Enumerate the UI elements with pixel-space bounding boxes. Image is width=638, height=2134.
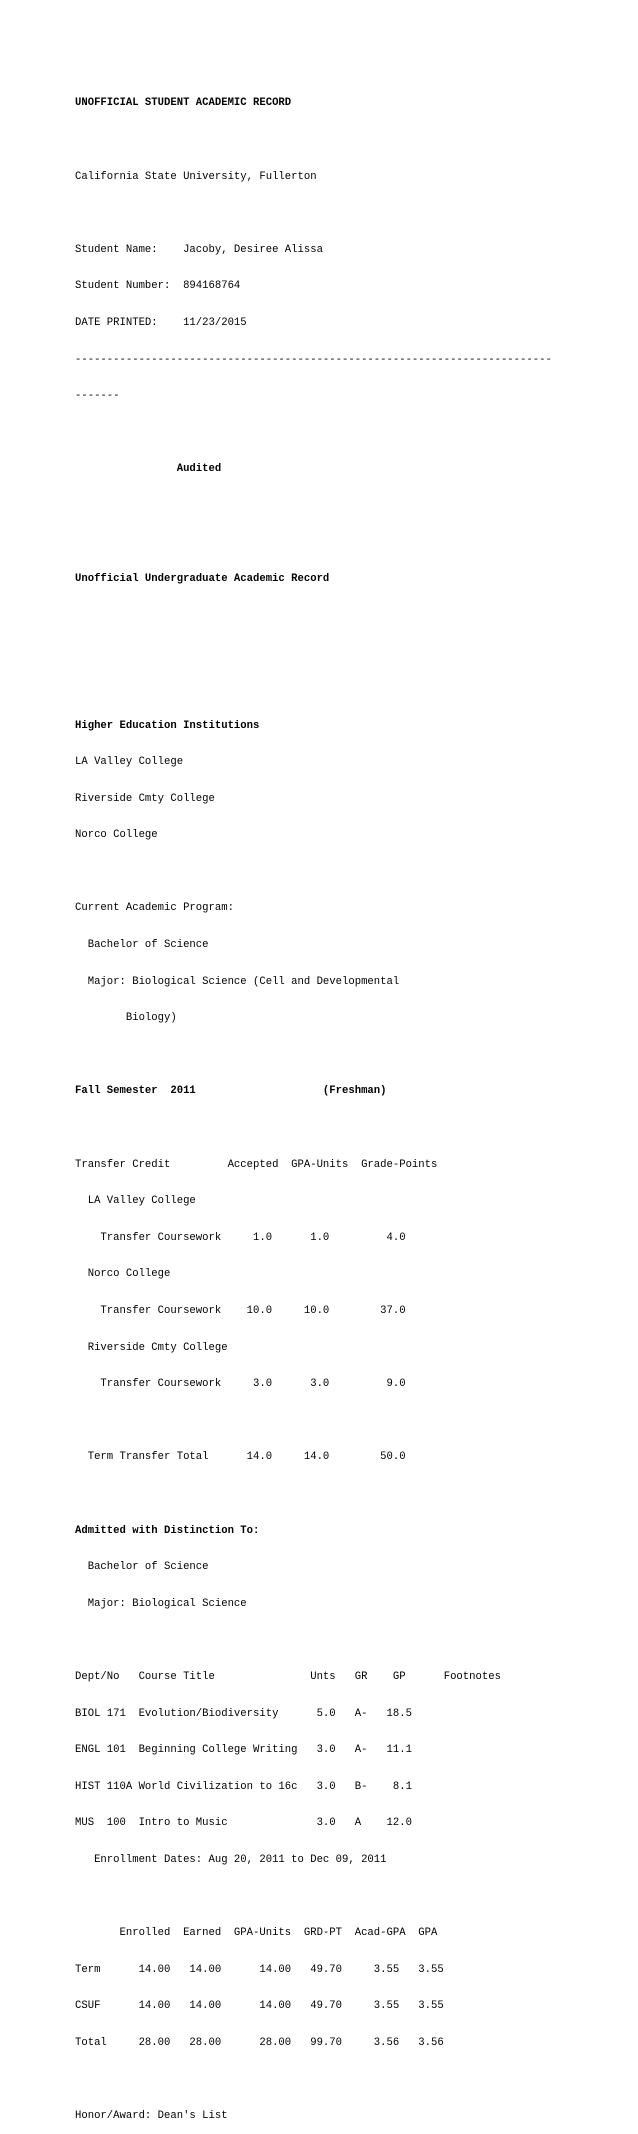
- academic-record-page: [75, 73, 615, 2134]
- transfer-row: Transfer Coursework 1.0 1.0 4.0: [75, 1231, 406, 1244]
- institution-item: Riverside Cmty College: [75, 792, 215, 805]
- institutions-heading: Higher Education Institutions: [75, 719, 260, 732]
- totals-row-term: Term 14.00 14.00 14.00 49.70 3.55 3.55: [75, 1963, 444, 1976]
- course-table-header: Dept/No Course Title Unts GR GP Footnotes: [75, 1670, 501, 1683]
- term-transfer-total: Term Transfer Total 14.0 14.0 50.0: [75, 1451, 406, 1464]
- record-title: Unofficial Undergraduate Academic Record: [75, 573, 330, 586]
- date-printed: DATE PRINTED: 11/23/2015: [75, 316, 247, 329]
- distinction-heading: Admitted with Distinction To:: [75, 1524, 260, 1537]
- course-row: BIOL 171 Evolution/Biodiversity 5.0 A- 18.5: [75, 1707, 412, 1720]
- distinction-degree: Bachelor of Science: [75, 1561, 209, 1574]
- transfer-row: Transfer Coursework 10.0 10.0 37.0: [75, 1305, 406, 1317]
- audited-label: Audited: [75, 463, 222, 476]
- transfer-row: Transfer Coursework 3.0 3.0 9.0: [75, 1378, 406, 1391]
- transfer-row: LA Valley College: [75, 1195, 196, 1208]
- program-major-continued: Biology): [75, 1012, 177, 1025]
- honor-award: Honor/Award: Dean's List: [75, 2110, 228, 2123]
- program-major: Major: Biological Science (Cell and Developmental: [75, 975, 400, 988]
- institution-item: Norco College: [75, 829, 158, 842]
- enrollment-dates: Enrollment Dates: Aug 20, 2011 to Dec 09, 2011: [75, 1853, 387, 1866]
- university-name: California State University, Fullerton: [75, 170, 317, 183]
- divider-rule: ---------------------------------------------------------------------------: [75, 353, 552, 366]
- institution-item: LA Valley College: [75, 756, 184, 769]
- totals-header: Enrolled Earned GPA-Units GRD-PT Acad-GPA GPA: [75, 1927, 438, 1940]
- totals-row-csuf: CSUF 14.00 14.00 14.00 49.70 3.55 3.55: [75, 2000, 444, 2013]
- student-name: Student Name: Jacoby, Desiree Alissa: [75, 243, 323, 256]
- semester-heading: Fall Semester 2011 (Freshman): [75, 1085, 387, 1098]
- divider-rule-wrap: -------: [75, 390, 120, 403]
- distinction-major: Major: Biological Science: [75, 1597, 247, 1610]
- document-title: UNOFFICIAL STUDENT ACADEMIC RECORD: [75, 97, 292, 110]
- transfer-row: Norco College: [75, 1268, 171, 1281]
- course-row: ENGL 101 Beginning College Writing 3.0 A- 11.1: [75, 1744, 412, 1757]
- course-row: MUS 100 Intro to Music 3.0 A 12.0: [75, 1817, 412, 1830]
- transfer-row: Riverside Cmty College: [75, 1341, 228, 1354]
- transfer-credit-header: Transfer Credit Accepted GPA-Units Grade-Points: [75, 1158, 438, 1171]
- totals-row-total: Total 28.00 28.00 28.00 99.70 3.56 3.56: [75, 2036, 444, 2049]
- course-row: HIST 110A World Civilization to 16c 3.0 B- 8.1: [75, 1780, 412, 1793]
- program-degree: Bachelor of Science: [75, 939, 209, 952]
- student-number: Student Number: 894168764: [75, 280, 241, 293]
- program-heading: Current Academic Program:: [75, 902, 234, 915]
